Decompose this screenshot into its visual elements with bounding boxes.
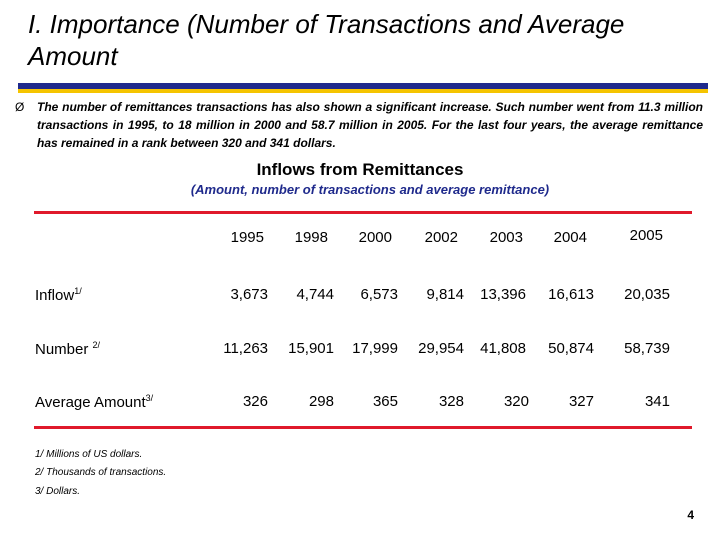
table-cell: 17,999 [352,340,398,357]
table-cell: 326 [242,393,268,410]
table-cell: 20,035 [624,286,670,303]
table-subtitle: (Amount, number of transactions and average remittance) [190,182,550,197]
footnote-1: 1/ Millions of US dollars. [35,449,143,460]
table-cell: 58,739 [624,340,670,357]
year-header: 1998 [294,229,328,246]
table-cell: 13,396 [480,286,526,303]
year-header: 2004 [553,229,587,246]
body-paragraph: The number of remittances transactions has also shown a significant increase. Such number went from 11.3 million transactions in 1995, to 18 million in 2000 and 58.7 million in 2005. For the last four years, the average remittance has remained in a rank between 320 and 341 dollars. [37,100,703,150]
table-cell: 4,744 [296,286,334,303]
row-label-average-amount: Average Amount$^{3/}$ [35,393,154,411]
table-cell: 328 [438,393,464,410]
row-label-number: Number $^{2/}$ [35,340,101,358]
table-bottom-rule [34,426,692,429]
table-cell: 15,901 [288,340,334,357]
table-cell: 11,263 [223,340,268,357]
year-header: 2002 [424,229,458,246]
footnote-2: 2/ Thousands of transactions. [35,467,167,478]
table-cell: 9,814 [426,286,464,303]
year-header: 1995 [230,229,264,246]
row-label-inflow: Inflow$^{1/}$ [35,286,82,304]
table-cell: 41,808 [480,340,526,357]
table-cell: 341 [644,393,670,410]
table-cell: 327 [568,393,594,410]
table-cell: 365 [372,393,398,410]
title-rule-gold [18,89,708,93]
table-cell: 29,954 [418,340,464,357]
table-cell: 3,673 [230,286,268,303]
table-cell: 16,613 [548,286,594,303]
year-header: 2005 [629,227,663,244]
page-number: 4 [687,508,694,522]
footnote-3: 3/ Dollars. [35,486,81,497]
year-header: 2003 [489,229,523,246]
year-header: 2000 [358,229,392,246]
table-cell: 50,874 [548,340,594,357]
table-top-rule [34,211,692,214]
page-title: I. Importance (Number of Transactions and Average Amount [28,9,625,71]
arrow-bullet-icon: Ø [15,100,25,114]
table-cell: 320 [503,393,529,410]
table-cell: 298 [308,393,334,410]
table-title: Inflows from Remittances [256,160,464,179]
table-cell: 6,573 [360,286,398,303]
